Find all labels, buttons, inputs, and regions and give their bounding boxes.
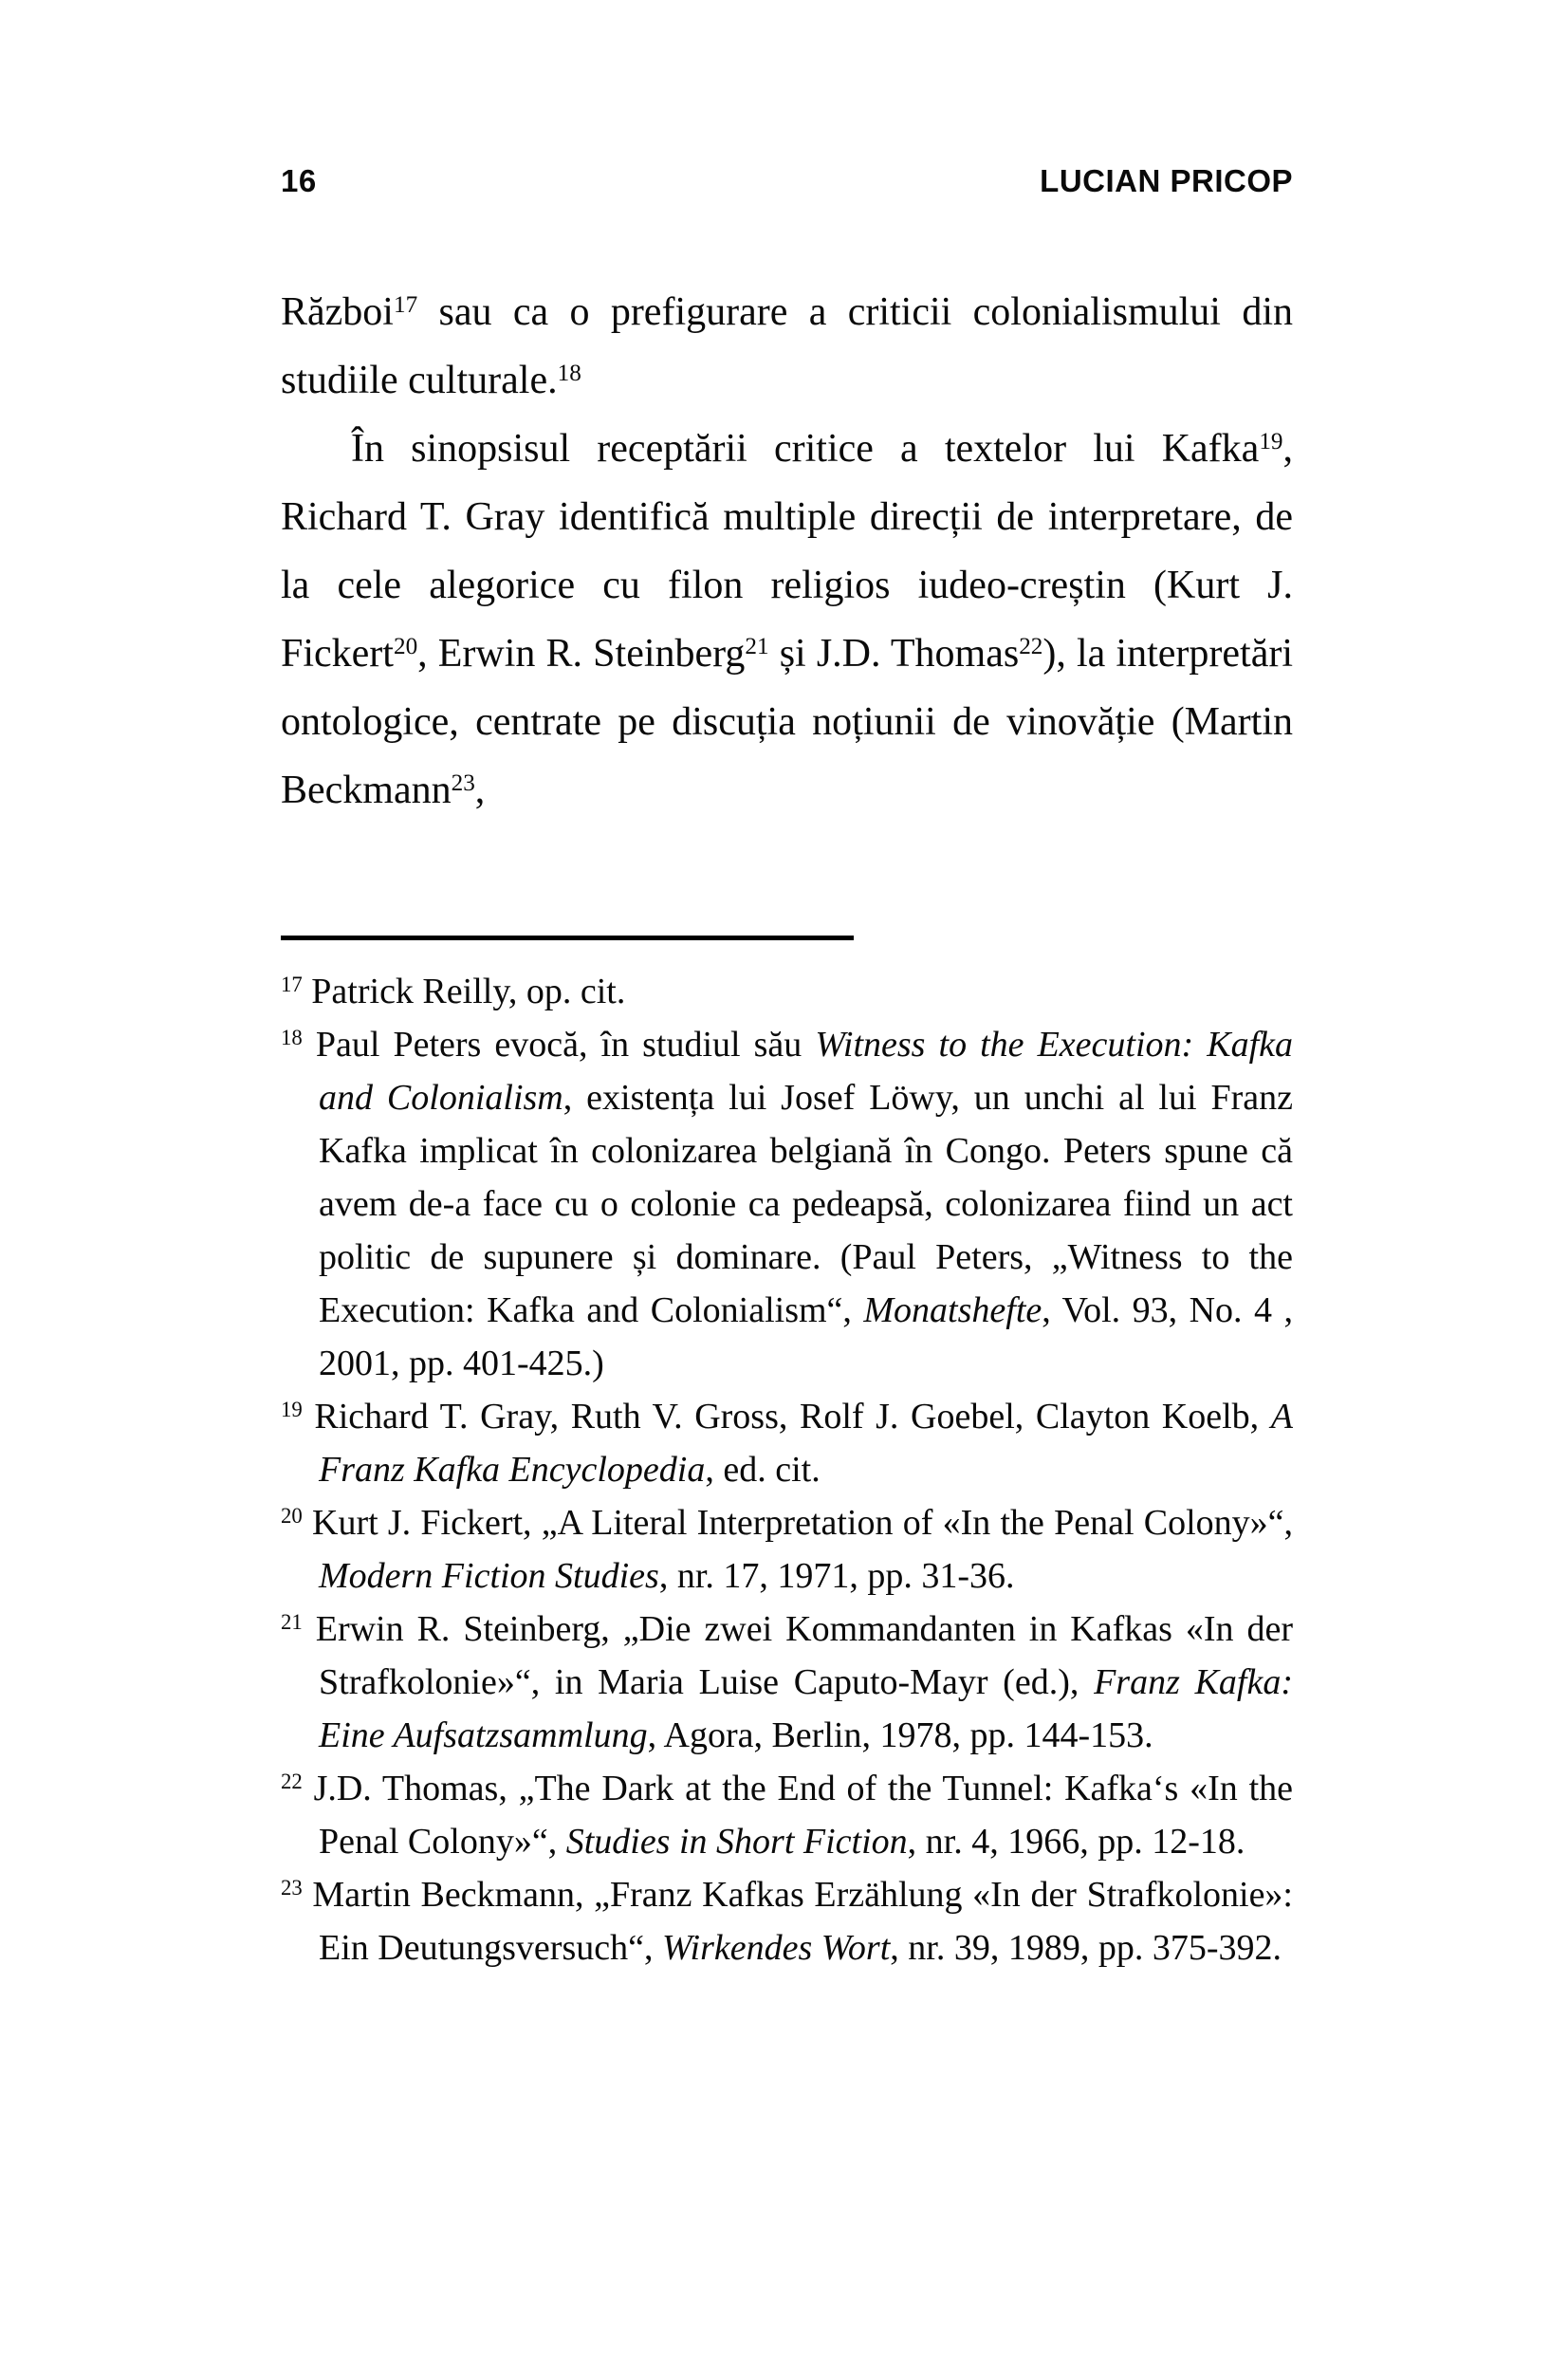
body-text	[281, 278, 1293, 825]
page-header	[281, 163, 1293, 199]
paragraph-2: În sinopsisul receptării critice a textelor lui Kafka$^{19}$, Richard T. Gray identifică multiple direcții de interpretare, de la cele alegorice cu filon religios iudeo-creștin (Kurt J. Fickert$^{20}$, Erwin R. Steinberg$^{21}$ și J.D. Thomas$^{22}$), la interpretări ontologice, centrate pe discuția noțiunii de vinovăție (Martin Beckmann$^{23}$,	[281, 427, 1293, 812]
footnote-23: $^{23}$ Martin Beckmann, „Franz Kafkas Erzählung «In der Strafkolonie»: Ein Deutungsversuch“, Wirkendes Wort, nr. 39, 1989, pp. 375-392.	[281, 1875, 1293, 1968]
footnotes-section	[281, 936, 1293, 1974]
page-number: 16	[281, 163, 317, 198]
footnote-21: $^{21}$ Erwin R. Steinberg, „Die zwei Kommandanten in Kafkas «In der Strafkolonie»“, in Maria Luise Caputo-Mayr (ed.), Franz Kafka: Eine Aufsatzsammlung, Agora, Berlin, 1978, pp. 144-153.	[281, 1609, 1293, 1755]
footnote-separator-rule	[281, 936, 854, 940]
footnote-17: $^{17}$ Patrick Reilly, op. cit.	[281, 972, 626, 1011]
footnote-19: $^{19}$ Richard T. Gray, Ruth V. Gross, Rolf J. Goebel, Clayton Koelb, A Franz Kafka Encyclopedia, ed. cit.	[281, 1397, 1293, 1490]
footnote-20: $^{20}$ Kurt J. Fickert, „A Literal Interpretation of «In the Penal Colony»“, Modern Fiction Studies, nr. 17, 1971, pp. 31-36.	[281, 1503, 1293, 1596]
footnote-18: $^{18}$ Paul Peters evocă, în studiul său Witness to the Execution: Kafka and Colonialism, existența lui Josef Löwy, un unchi al lui Franz Kafka implicat în colonizarea belgiană în Congo. Peters spune că avem de-a face cu o colonie ca pedeapsă, colonizarea fiind un act politic de supunere și dominare. (Paul Peters, „Witness to the Execution: Kafka and Colonialism“, Monatshefte, Vol. 93, No. 4 , 2001, pp. 401-425.)	[281, 1025, 1294, 1383]
footnote-22: $^{22}$ J.D. Thomas, „The Dark at the End of the Tunnel: Kafka‘s «In the Penal Colony»“, Studies in Short Fiction, nr. 4, 1966, pp. 12-18.	[281, 1769, 1293, 1862]
paragraph-1: Război$^{17}$ sau ca o prefigurare a criticii colonialismului din studiile culturale.$^{18}$	[281, 290, 1293, 402]
running-head: LUCIAN PRICOP	[1040, 163, 1293, 198]
